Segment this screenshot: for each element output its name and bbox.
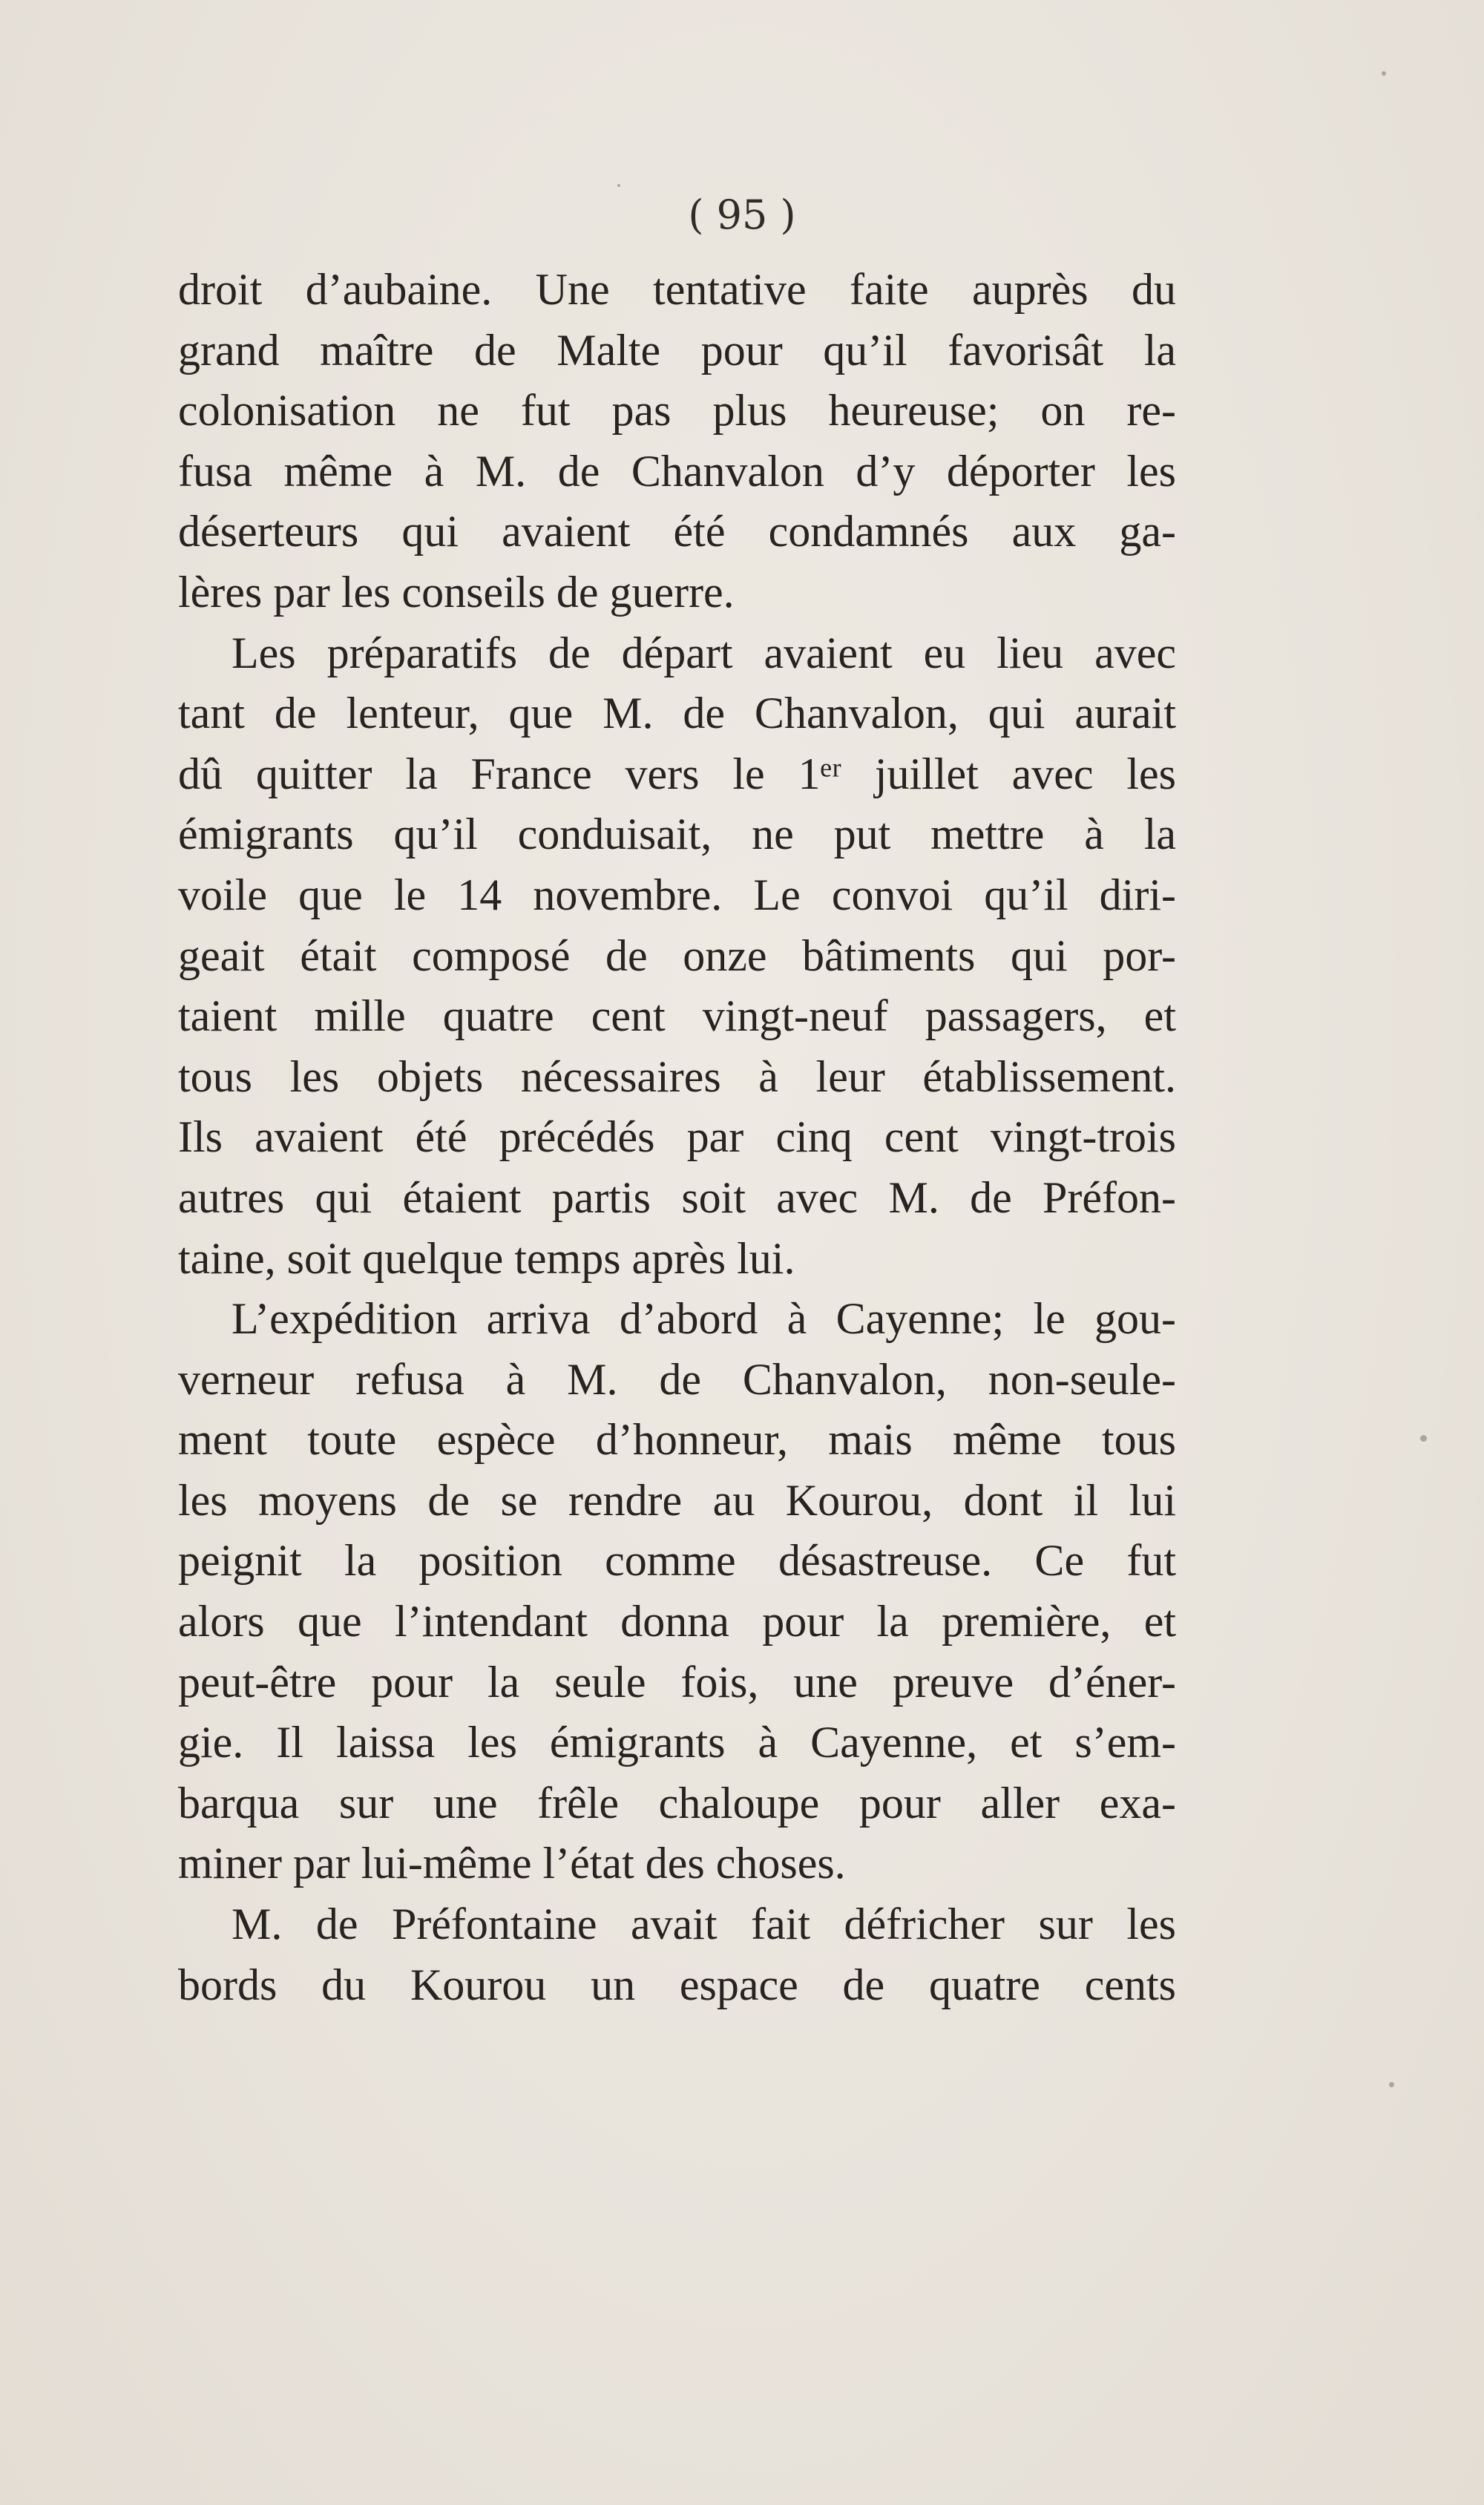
paper-speck	[1389, 2082, 1394, 2087]
text-line: voile que le 14 novembre. Le convoi qu’il diri-	[178, 870, 1176, 919]
paragraph-start-line: L’expédition arriva d’abord à Cayenne; le gou-	[232, 1294, 1176, 1344]
text-line: dû quitter la France vers le 1ᵉʳ juillet avec les	[178, 749, 1176, 798]
paper-speck	[1420, 1435, 1427, 1442]
paragraph-start-line: M. de Préfontaine avait fait défricher sur les	[232, 1900, 1176, 1949]
text-line: alors que l’intendant donna pour la première, et	[178, 1597, 1176, 1647]
page-number: ( 95 )	[688, 191, 796, 238]
text-line: droit d’aubaine. Une tentative faite auprès du	[178, 265, 1176, 314]
paragraph-start-line: Les préparatifs de départ avaient eu lieu avec	[232, 628, 1176, 677]
text-line: déserteurs qui avaient été condamnés aux ga-	[178, 507, 1176, 557]
text-line: émigrants qu’il conduisait, ne put mettre à la	[178, 810, 1176, 859]
text-line: gie. Il laissa les émigrants à Cayenne, et s’em-	[178, 1718, 1176, 1767]
paper-speck	[617, 184, 620, 187]
paper-speck	[1382, 71, 1386, 76]
text-line: tous les objets nécessaires à leur établissement.	[178, 1051, 1176, 1101]
text-line: barqua sur une frêle chaloupe pour aller exa-	[178, 1778, 1176, 1828]
text-line: peut-être pour la seule fois, une preuve d’éner-	[178, 1657, 1176, 1707]
text-line: taient mille quatre cent vingt-neuf passagers, et	[178, 991, 1176, 1041]
text-line: Ils avaient été précédés par cinq cent vingt-trois	[178, 1112, 1176, 1162]
text-line: fusa même à M. de Chanvalon d’y déporter les	[178, 446, 1176, 496]
text-line: colonisation ne fut pas plus heureuse; on re-	[178, 386, 1176, 436]
text-line: miner par lui-même l’état des choses.	[178, 1839, 846, 1888]
text-line: taine, soit quelque temps après lui.	[178, 1233, 795, 1283]
body-text	[178, 260, 1176, 2015]
text-line: lères par les conseils de guerre.	[178, 567, 735, 617]
text-line: verneur refusa à M. de Chanvalon, non-seule-	[178, 1354, 1176, 1404]
text-line: ment toute espèce d’honneur, mais même tous	[178, 1415, 1176, 1465]
text-line: peignit la position comme désastreuse. Ce fut	[178, 1536, 1176, 1586]
text-line: autres qui étaient partis soit avec M. de Préfon-	[178, 1172, 1176, 1222]
text-line: tant de lenteur, que M. de Chanvalon, qui aurait	[178, 689, 1176, 738]
text-line: bords du Kourou un espace de quatre cents	[178, 1960, 1176, 2009]
text-line: geait était composé de onze bâtiments qui por-	[178, 930, 1176, 980]
text-line: les moyens de se rendre au Kourou, dont il lui	[178, 1475, 1176, 1525]
text-line: grand maître de Malte pour qu’il favorisât la	[178, 325, 1176, 375]
